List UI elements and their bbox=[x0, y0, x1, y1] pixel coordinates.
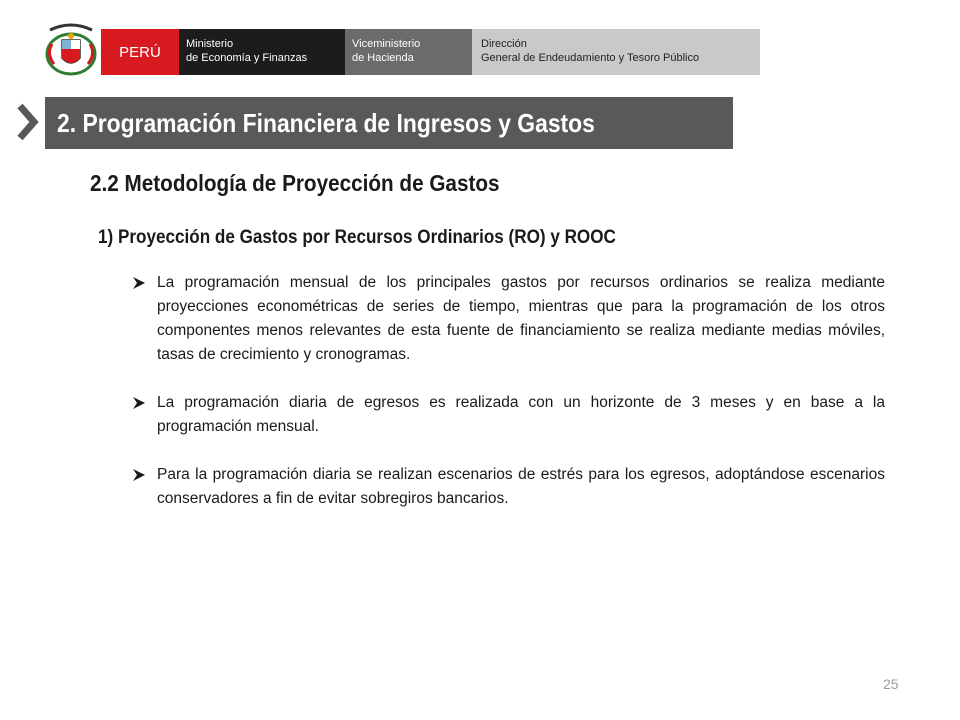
bullet-text: La programación diaria de egresos es realizada con un horizonte de 3 meses y en base a la programación mensual. bbox=[157, 394, 885, 435]
vice-line2: de Hacienda bbox=[352, 52, 414, 64]
bullet-arrow-icon bbox=[132, 276, 146, 290]
chevron-right-icon bbox=[14, 102, 42, 142]
direccion-line2: General de Endeudamiento y Tesoro Público bbox=[481, 52, 700, 64]
direccion-line1: Dirección bbox=[481, 38, 527, 50]
bullet-text: Para la programación diaria se realizan escenarios de estrés para los egresos, adoptándose escenarios conservadores a fin de evitar sobregiros bancarios. bbox=[157, 466, 885, 507]
title-bar bbox=[45, 97, 733, 149]
ministerio-label bbox=[179, 29, 345, 75]
list-item bbox=[130, 271, 885, 367]
viceministerio-label bbox=[345, 29, 472, 75]
page-title: 2. Programación Financiera de Ingresos y Gastos bbox=[57, 107, 595, 138]
bullet-text: La programación mensual de los principales gastos por recursos ordinarios se realiza mediante proyecciones econométricas de series de tiempo, mientras que para la programación de los otros componentes menos relevantes de esta fuente de financiamiento se realiza mediante medias móviles, tasas de crecimiento y cronogramas. bbox=[157, 274, 885, 363]
direccion-label bbox=[472, 29, 760, 75]
subsection-heading: 1) Proyección de Gastos por Recursos Ordinarios (RO) y ROOC bbox=[98, 227, 616, 248]
bullet-arrow-icon bbox=[132, 396, 146, 410]
bullet-list bbox=[130, 271, 885, 535]
list-item bbox=[130, 391, 885, 439]
peru-coat-of-arms-icon bbox=[40, 18, 102, 80]
ministerio-line2: de Economía y Finanzas bbox=[186, 52, 308, 64]
ministerio-line1: Ministerio bbox=[186, 38, 234, 50]
bullet-arrow-icon bbox=[132, 468, 146, 482]
page-number: 25 bbox=[883, 676, 899, 692]
vice-line1: Viceministerio bbox=[352, 38, 421, 50]
list-item bbox=[130, 463, 885, 511]
peru-label-text: PERÚ bbox=[119, 43, 161, 61]
peru-label bbox=[101, 29, 179, 75]
section-heading: 2.2 Metodología de Proyección de Gastos bbox=[90, 170, 500, 196]
